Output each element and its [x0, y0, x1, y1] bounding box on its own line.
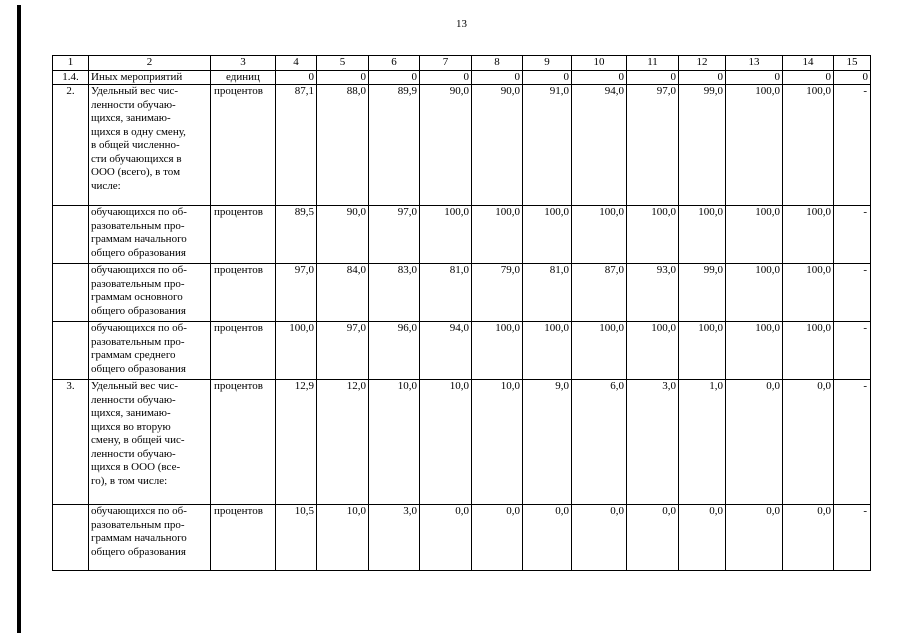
value-cell-col15: 0 — [834, 70, 871, 85]
header-cell: 13 — [726, 56, 783, 71]
table-row — [53, 70, 871, 85]
value-cell: 100,0 — [726, 322, 783, 380]
value-cell: 0 — [783, 70, 834, 85]
value-cell: 83,0 — [369, 264, 420, 322]
header-cell: 9 — [523, 56, 572, 71]
unit-cell: процентов — [211, 322, 276, 380]
value-cell: 97,0 — [627, 85, 679, 206]
value-cell: 0,0 — [572, 505, 627, 571]
header-cell: 8 — [472, 56, 523, 71]
row-number-cell: 3. — [53, 380, 89, 505]
indicator-description-cell: Удельный вес чис- ленности обучаю- щихся, занимаю- щихся в одну смену, в общей численно- сти обучающихся в ООО (всего), в том числе: — [89, 85, 211, 206]
row-number-cell — [53, 264, 89, 322]
indicator-description-cell: Иных мероприятий — [89, 70, 211, 85]
header-cell: 11 — [627, 56, 679, 71]
value-cell: 91,0 — [523, 85, 572, 206]
unit-cell: процентов — [211, 264, 276, 322]
indicator-description-cell: обучающихся по об- разовательным про- граммам основного общего образования — [89, 264, 211, 322]
header-cell: 6 — [369, 56, 420, 71]
value-cell: 90,0 — [472, 85, 523, 206]
value-cell: 87,1 — [276, 85, 317, 206]
table-row — [53, 505, 871, 571]
header-cell: 12 — [679, 56, 726, 71]
value-cell: 10,0 — [317, 505, 369, 571]
table-row — [53, 264, 871, 322]
value-cell: 100,0 — [726, 85, 783, 206]
page-edge-bar — [17, 5, 21, 633]
value-cell: 0 — [572, 70, 627, 85]
value-cell-col15: - — [834, 322, 871, 380]
value-cell: 100,0 — [783, 206, 834, 264]
value-cell: 0 — [726, 70, 783, 85]
value-cell: 1,0 — [679, 380, 726, 505]
value-cell: 97,0 — [317, 322, 369, 380]
value-cell: 100,0 — [472, 322, 523, 380]
value-cell: 100,0 — [679, 322, 726, 380]
value-cell: 94,0 — [572, 85, 627, 206]
table-row — [53, 85, 871, 206]
value-cell: 81,0 — [523, 264, 572, 322]
value-cell: 100,0 — [572, 206, 627, 264]
value-cell: 3,0 — [627, 380, 679, 505]
row-number-cell — [53, 505, 89, 571]
value-cell: 10,5 — [276, 505, 317, 571]
value-cell: 12,9 — [276, 380, 317, 505]
indicator-description-cell: обучающихся по об- разовательным про- граммам среднего общего образования — [89, 322, 211, 380]
value-cell: 100,0 — [472, 206, 523, 264]
row-number-cell: 1.4. — [53, 70, 89, 85]
value-cell: 0 — [472, 70, 523, 85]
value-cell: 97,0 — [276, 264, 317, 322]
value-cell: 90,0 — [420, 85, 472, 206]
value-cell: 100,0 — [420, 206, 472, 264]
header-cell: 14 — [783, 56, 834, 71]
value-cell-col15: - — [834, 264, 871, 322]
value-cell: 93,0 — [627, 264, 679, 322]
table-row — [53, 206, 871, 264]
indicator-description-cell: обучающихся по об- разовательным про- граммам начального общего образования — [89, 505, 211, 571]
unit-cell: процентов — [211, 85, 276, 206]
value-cell: 100,0 — [276, 322, 317, 380]
value-cell: 96,0 — [369, 322, 420, 380]
data-table — [52, 55, 871, 571]
page-number: 13 — [456, 18, 467, 30]
value-cell: 99,0 — [679, 85, 726, 206]
value-cell: 6,0 — [572, 380, 627, 505]
value-cell: 0 — [276, 70, 317, 85]
header-cell: 4 — [276, 56, 317, 71]
value-cell: 0 — [420, 70, 472, 85]
value-cell: 12,0 — [317, 380, 369, 505]
value-cell: 100,0 — [627, 206, 679, 264]
header-row — [53, 56, 871, 71]
value-cell: 0 — [317, 70, 369, 85]
value-cell: 100,0 — [523, 206, 572, 264]
value-cell: 9,0 — [523, 380, 572, 505]
value-cell: 84,0 — [317, 264, 369, 322]
value-cell-col15: - — [834, 380, 871, 505]
value-cell: 100,0 — [627, 322, 679, 380]
row-number-cell — [53, 206, 89, 264]
value-cell: 79,0 — [472, 264, 523, 322]
header-cell: 3 — [211, 56, 276, 71]
value-cell: 81,0 — [420, 264, 472, 322]
value-cell: 10,0 — [472, 380, 523, 505]
value-cell: 0,0 — [783, 505, 834, 571]
value-cell: 0,0 — [627, 505, 679, 571]
header-cell: 7 — [420, 56, 472, 71]
value-cell: 0,0 — [726, 380, 783, 505]
value-cell: 0,0 — [726, 505, 783, 571]
value-cell: 10,0 — [369, 380, 420, 505]
header-cell: 15 — [834, 56, 871, 71]
table-row — [53, 322, 871, 380]
value-cell: 0 — [679, 70, 726, 85]
value-cell: 89,5 — [276, 206, 317, 264]
value-cell: 0,0 — [679, 505, 726, 571]
value-cell-col15: - — [834, 206, 871, 264]
value-cell: 100,0 — [572, 322, 627, 380]
unit-cell: единиц — [211, 70, 276, 85]
value-cell: 90,0 — [317, 206, 369, 264]
value-cell: 100,0 — [783, 322, 834, 380]
value-cell: 100,0 — [523, 322, 572, 380]
indicator-description-cell: Удельный вес чис- ленности обучаю- щихся, занимаю- щихся во вторую смену, в общей чис- ленности обучаю- щихся в ООО (все- го), в том числе: — [89, 380, 211, 505]
value-cell-col15: - — [834, 505, 871, 571]
unit-cell: процентов — [211, 505, 276, 571]
row-number-cell: 2. — [53, 85, 89, 206]
value-cell: 87,0 — [572, 264, 627, 322]
value-cell: 100,0 — [726, 264, 783, 322]
value-cell: 0 — [369, 70, 420, 85]
header-cell: 10 — [572, 56, 627, 71]
value-cell: 100,0 — [679, 206, 726, 264]
header-cell: 1 — [53, 56, 89, 71]
row-number-cell — [53, 322, 89, 380]
value-cell: 3,0 — [369, 505, 420, 571]
value-cell: 0,0 — [420, 505, 472, 571]
value-cell: 0,0 — [783, 380, 834, 505]
value-cell: 0 — [627, 70, 679, 85]
value-cell: 100,0 — [783, 85, 834, 206]
value-cell: 10,0 — [420, 380, 472, 505]
value-cell: 88,0 — [317, 85, 369, 206]
value-cell-col15: - — [834, 85, 871, 206]
value-cell: 99,0 — [679, 264, 726, 322]
value-cell: 0,0 — [523, 505, 572, 571]
value-cell: 97,0 — [369, 206, 420, 264]
unit-cell: процентов — [211, 380, 276, 505]
value-cell: 100,0 — [726, 206, 783, 264]
unit-cell: процентов — [211, 206, 276, 264]
header-cell: 5 — [317, 56, 369, 71]
value-cell: 0 — [523, 70, 572, 85]
value-cell: 0,0 — [472, 505, 523, 571]
header-cell: 2 — [89, 56, 211, 71]
value-cell: 94,0 — [420, 322, 472, 380]
value-cell: 89,9 — [369, 85, 420, 206]
indicator-description-cell: обучающихся по об- разовательным про- граммам начального общего образования — [89, 206, 211, 264]
value-cell: 100,0 — [783, 264, 834, 322]
table-row — [53, 380, 871, 505]
